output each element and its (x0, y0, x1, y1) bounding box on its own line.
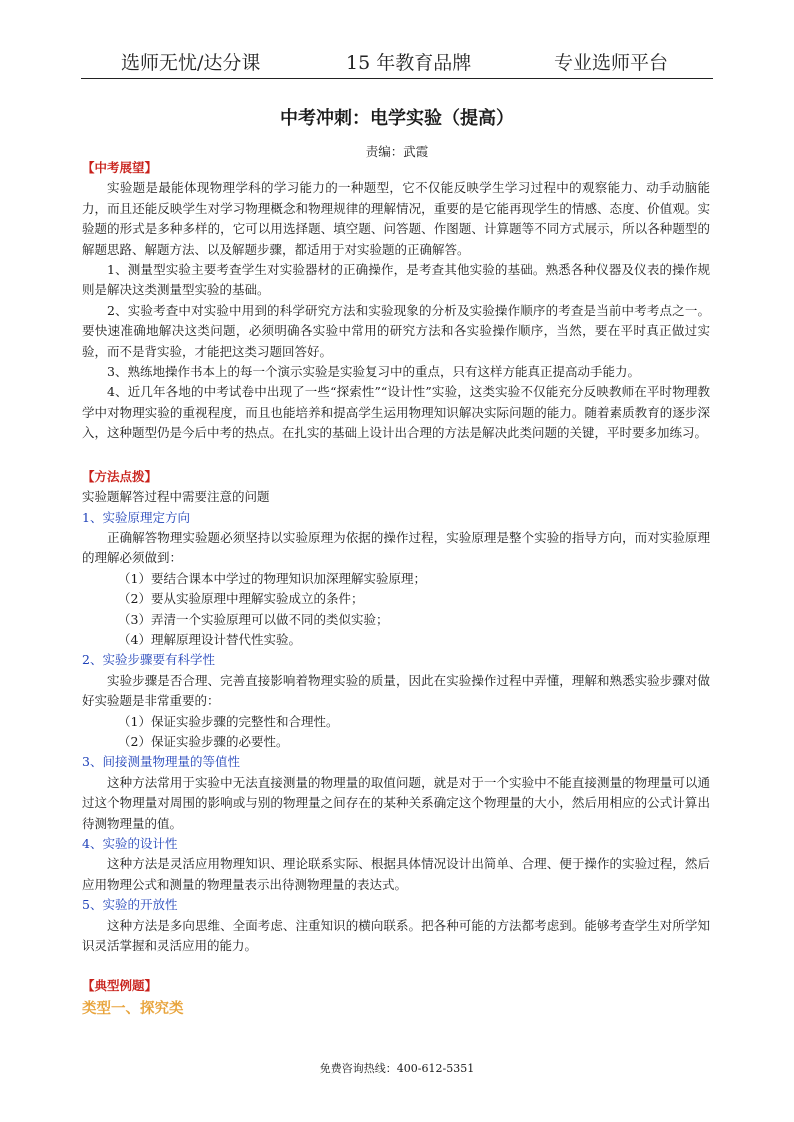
examples-heading: 【典型例题】 (82, 978, 158, 994)
header-center-text: 15 年教育品牌 (346, 52, 472, 74)
method-intro: 实验题解答过程中需要注意的问题 (82, 489, 270, 505)
document-title: 中考冲刺：电学实验（提高） (280, 108, 514, 129)
method-section-2-item-1: （1）保证实验步骤的完整性和合理性。 (118, 713, 339, 729)
method-section-2-text: 实验步骤是否合理、完善直接影响着物理实验的质量，因此在实验操作过程中弄懂，理解和熟悉实验步骤对做好实验题是非常重要的： (82, 672, 710, 709)
outlook-intro: 实验题是最能体现物理学科的学习能力的一种题型，它不仅能反映学生学习过程中的观察能力、动手动脑能力，而且还能反映学生对学习物理概念和物理规律的理解情况，重要的是它能再现学生的情感、态度、价值观。实验题的形式是多种多样的，它可以用选择题、填空题、问答题、作图题、计算题等不同方式展示，所以各种题型的解题思路、解题方法、以及解题步骤，都适用于对实验题的正确解答。 (82, 180, 710, 257)
method-section-5-text: 这种方法是多向思维、全面考虑、注重知识的横向联系。把各种可能的方法都考虑到。能够考查学生对所学知识灵活掌握和灵活应用的能力。 (82, 917, 710, 954)
method-section-1-item-3: （3）弄清一个实验原理可以做不同的类似实验； (118, 611, 389, 627)
outlook-point-2: 2、实验考查中对实验中用到的科学研究方法和实验现象的分析及实验操作顺序的考查是当前中考考点之一。要快速准确地解决这类问题，必须明确各实验中常用的研究方法和各实验操作顺序，当然，要在平时真正做过实验，而不是背实验，才能把这类习题回答好。 (82, 302, 710, 359)
author-line: 责编：武霞 (365, 144, 429, 159)
method-section-4-text: 这种方法是灵活应用物理知识、理论联系实际、根据具体情况设计出简单、合理、便于操作的实验过程，然后应用物理公式和测量的物理量表示出待测物理量的表达式。 (82, 856, 710, 892)
method-section-3-text: 这种方法常用于实验中无法直接测量的物理量的取值问题，就是对于一个实验中不能直接测量的物理量可以通过这个物理量对周围的影响或与别的物理量之间存在的某种关系确定这个物理量的大小，然后用相应的公式计算出待测物理量的值。 (82, 774, 710, 831)
outlook-heading: 【中考展望】 (82, 160, 158, 175)
section-spacer (82, 444, 710, 467)
document-body (82, 158, 710, 1021)
method-section-3-title: 3、间接测量物理量的等值性 (82, 754, 240, 770)
page-header (81, 44, 713, 79)
method-section-1-item-2: （2）要从实验原理中理解实验成立的条件； (118, 591, 364, 607)
method-section-4-title: 4、实验的设计性 (82, 836, 178, 851)
method-section-1-title: 1、实验原理定方向 (82, 509, 190, 525)
footer-hotline: 免费咨询热线：400-612-5351 (319, 1062, 475, 1075)
outlook-point-3: 3、熟练地操作书本上的每一个演示实验是实验复习中的重点，只有这样方能真正提高动手能力。 (107, 364, 640, 380)
method-section-1-text: 正确解答物理实验题必须坚持以实验原理为依据的操作过程，实验原理是整个实验的指导方向，而对实验原理的理解必须做到： (82, 529, 710, 566)
method-heading: 【方法点拨】 (82, 468, 158, 484)
method-section-1-item-4: （4）理解原理设计替代性实验。 (118, 631, 301, 647)
outlook-point-1: 1、测量型实验主要考查学生对实验器材的正确操作，是考查其他实验的基础。熟悉各种仪器及仪表的操作规则是解决这类测量型实验的基础。 (82, 262, 710, 298)
method-section-2-title: 2、实验步骤要有科学性 (82, 652, 215, 668)
section-spacer (82, 956, 710, 976)
method-section-2-item-2: （2）保证实验步骤的必要性。 (118, 733, 289, 749)
example-type-1-heading: 类型一、探究类 (82, 999, 184, 1017)
header-right-text: 专业选师平台 (554, 52, 669, 74)
header-left-text: 选师无忧/达分课 (121, 52, 261, 74)
method-section-1-item-1: （1）要结合课本中学过的物理知识加深理解实验原理； (118, 570, 426, 586)
outlook-point-4: 4、近几年各地的中考试卷中出现了一些“探索性”“设计性”实验，这类实验不仅能充分反映教师在平时物理教学中对物理实验的重视程度，而且也能培养和提高学生运用物理知识解决实际问题的能力。随着素质教育的逐步深入，这种题型仍是今后中考的热点。在扎实的基础上设计出合理的方法是解决此类问题的关键，平时要多加练习。 (82, 384, 710, 441)
method-section-5-title: 5、实验的开放性 (82, 897, 178, 913)
